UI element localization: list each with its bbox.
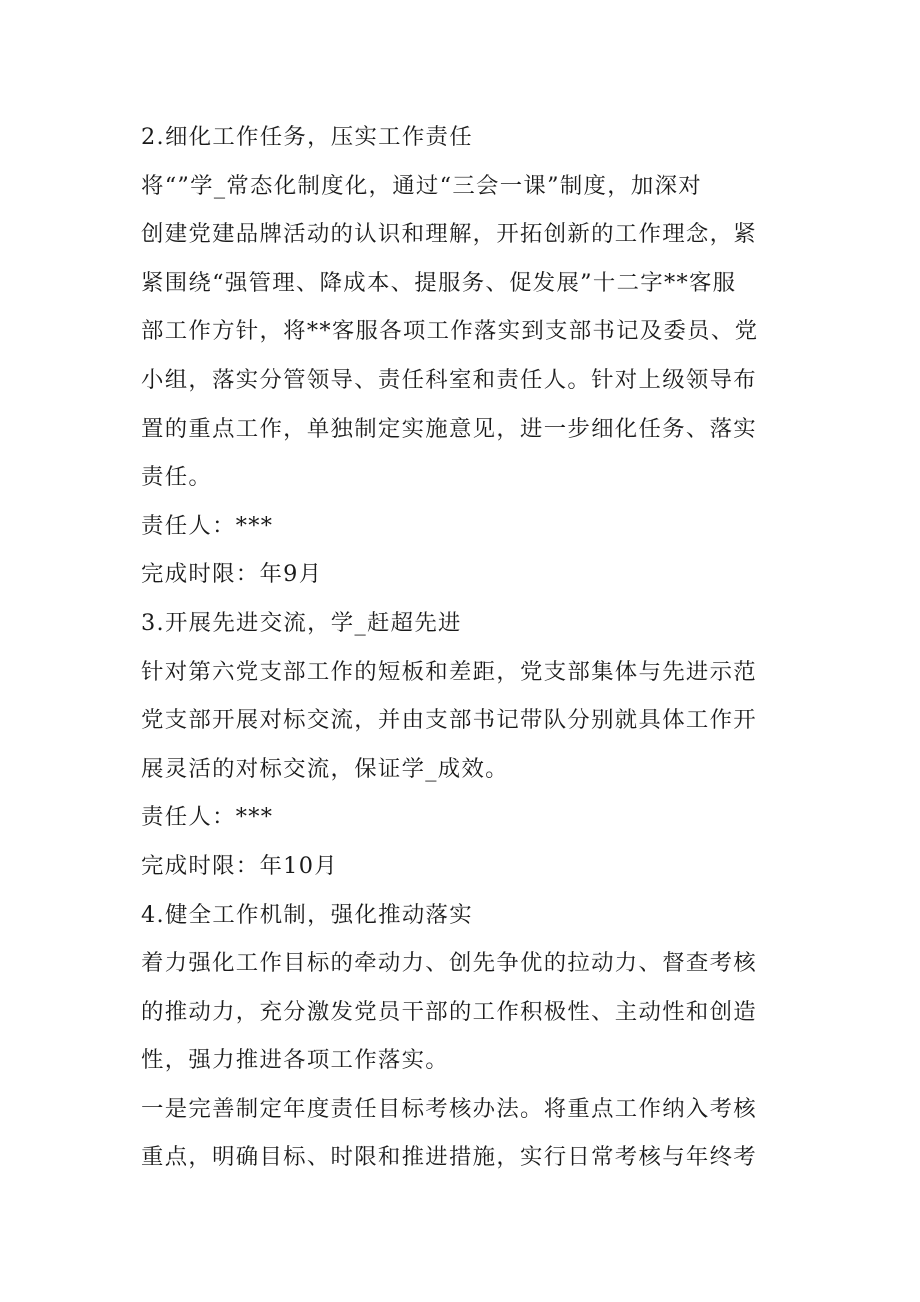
responsible-person: 责任人：*** xyxy=(141,512,274,539)
paragraph-line: 一是完善制定年度责任目标考核办法。将重点工作纳入考核 xyxy=(141,1095,757,1122)
paragraph-line: 针对第六党支部工作的短板和差距，党支部集体与先进示范 xyxy=(141,658,757,685)
paragraph-line: 的推动力，充分激发党员干部的工作积极性、主动性和创造 xyxy=(141,998,757,1025)
paragraph-line: 性，强力推进各项工作落实。 xyxy=(141,1047,449,1074)
paragraph-line: 创建党建品牌活动的认识和理解，开拓创新的工作理念，紧 xyxy=(141,221,757,248)
paragraph-line: 责任。 xyxy=(141,464,213,491)
heading-4: 4.健全工作机制，强化推动落实 xyxy=(141,901,473,928)
responsible-person: 责任人：*** xyxy=(141,804,274,831)
heading-2: 2.细化工作任务，压实工作责任 xyxy=(141,124,473,150)
paragraph-line: 重点，明确目标、时限和推进措施，实行日常考核与年终考 xyxy=(141,1144,757,1171)
paragraph-line: 将“”学_常态化制度化，通过“三会一课”制度，加深对 xyxy=(141,172,702,199)
paragraph-line: 党支部开展对标交流，并由支部书记带队分别就具体工作开 xyxy=(141,707,757,734)
heading-3: 3.开展先进交流，学_赶超先进 xyxy=(141,609,462,636)
document-body xyxy=(141,113,786,1182)
paragraph-line: 着力强化工作目标的牵动力、创先争优的拉动力、督查考核 xyxy=(141,950,757,977)
paragraph-line: 展灵活的对标交流，保证学_成效。 xyxy=(141,755,509,782)
deadline: 完成时限：年9月 xyxy=(141,561,323,588)
paragraph-line: 部工作方针，将**客服各项工作落实到支部书记及委员、党 xyxy=(141,318,759,345)
paragraph-line: 小组，落实分管领导、责任科室和责任人。针对上级领导布 xyxy=(141,366,757,393)
deadline: 完成时限：年10月 xyxy=(141,852,338,879)
paragraph-line: 紧围绕“强管理、降成本、提服务、促发展”十二字**客服 xyxy=(141,269,737,296)
paragraph-line: 置的重点工作，单独制定实施意见，进一步细化任务、落实 xyxy=(141,415,757,442)
